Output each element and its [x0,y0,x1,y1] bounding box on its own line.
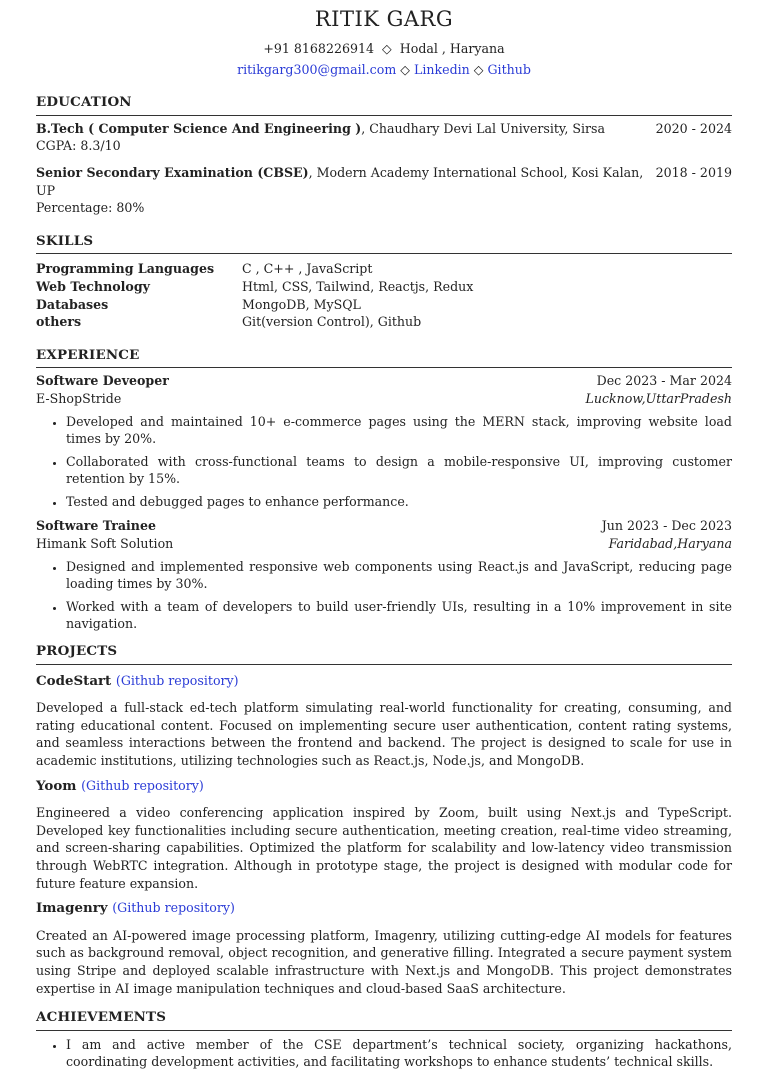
project-repo-link[interactable]: (Github repository) [115,672,239,688]
list-item: • Worked with a team of developers to build user-friendly UIs, resulting in a 10% improvement in site navigation. [66,598,732,633]
institution-name: , Chaudhary Devi Lal University, Sirsa [361,120,606,136]
experience-heading: EXPERIENCE [36,347,732,369]
skill-values: Html, CSS, Tailwind, Reactjs, Redux [242,278,474,294]
job-dates: Dec 2023 - Mar 2024 [596,373,732,389]
job-location: Lucknow,UttarPradesh [585,390,732,406]
project-description: Engineered a video conferencing application inspired by Zoom, built using Next.js and TypeScript. Developed key functionalities including secure authentication, meeting creation, real-time video streaming, and screen-sharing capabilities. Optimized the platform for scalability and low-latency video transmission through WebRTC integration. Although in prototype stage, the project is designed with modular code for future feature expansion. [36,805,732,891]
links-line [36,61,732,79]
project-repo-link[interactable]: (Github repository) [81,777,204,793]
project-entry [36,672,732,770]
job-entry [36,517,732,633]
education-item [36,120,732,155]
skill-values: MongoDB, MySQL [242,296,361,312]
list-item: • Developed and maintained 10+ e-commerce pages using the MERN stack, improving website load times by 20%. [66,413,732,448]
project-repo-link[interactable]: (Github repository) [112,900,235,916]
list-item: • Collaborated with cross-functional teams to design a mobile-responsive UI, improving customer retention by 15%. [66,453,732,488]
job-bullets [36,558,732,633]
skill-values: Git(version Control), Github [242,314,422,330]
education-detail: CGPA: 8.3/10 [36,138,121,154]
skill-category: Web Technology [36,278,150,294]
degree-name: B.Tech ( Computer Science And Engineering ) [36,120,362,136]
job-location: Faridabad,Haryana [608,536,732,552]
project-name: CodeStart [36,672,112,689]
job-dates: Jun 2023 - Dec 2023 [601,518,732,534]
skills-heading: SKILLS [36,233,732,255]
achievement-bullets [36,1036,732,1071]
phone-number: +91 8168226914 [263,41,375,56]
email-link[interactable]: ritikgarg300@gmail.com [237,61,397,77]
job-bullets [36,413,732,511]
list-item: • Designed and implemented responsive web components using React.js and JavaScript, reducing page loading times by 30%. [66,558,732,593]
institution-name: , Modern Academy International School, Kosi Kalan, UP [36,164,644,198]
list-item: • Tested and debugged pages to enhance performance. [66,493,732,511]
candidate-name: RITIK GARG [314,7,454,31]
education-item [36,164,732,217]
skill-values: C , C++ , JavaScript [242,261,373,277]
project-name: Imagenry [36,900,108,917]
list-item: • I am and active member of the CSE department’s technical society, organizing hackathons, coordinating development activities, and facilitating workshops to enhance students’ technical skills. [66,1036,732,1071]
skill-category: Databases [36,296,109,312]
education-detail: Percentage: 80% [36,200,145,216]
project-entry [36,899,732,997]
project-entry [36,777,732,893]
skill-category: Programming Languages [36,261,215,277]
job-entry [36,372,732,510]
project-name: Yoom [36,777,77,794]
job-role: Software Trainee [36,518,156,534]
location: Hodal , Haryana [399,41,505,56]
job-role: Software Deveoper [36,373,169,389]
education-heading: EDUCATION [36,94,732,116]
company-name: Himank Soft Solution [36,536,174,552]
company-name: E-ShopStride [36,390,122,406]
degree-name: Senior Secondary Examination (CBSE) [36,164,309,180]
achievements-heading: ACHIEVEMENTS [36,1009,732,1031]
separator-icon: ◇ [400,61,410,77]
skill-category: others [36,314,82,330]
education-dates: 2018 - 2019 [655,164,732,180]
linkedin-link[interactable]: Linkedin [413,61,470,77]
contact-line [36,40,732,58]
separator-icon: ◇ [382,41,392,56]
project-description: Developed a full-stack ed-tech platform simulating real-world functionality for creating, consuming, and rating educational content. Focused on implementing secure user authentication, content rating systems, and seamless interactions between the frontend and backend. The project is designed to scale for use in academic institutions, utilizing technologies such as React.js, Node.js, and MongoDB. [36,700,732,768]
education-dates: 2020 - 2024 [655,120,732,136]
github-link[interactable]: Github [487,61,531,77]
separator-icon: ◇ [473,61,484,77]
skills-table [36,260,732,330]
project-description: Created an AI-powered image processing platform, Imagenry, utilizing cutting-edge AI models for features such as background removal, object recognition, and generative filling. Integrated a secure payment system using Stripe and deployed scalable infrastructure with Next.js and MongoDB. This project demonstrates expertise in AI image manipulation techniques and cloud-based SaaS architecture. [36,927,732,996]
projects-heading: PROJECTS [36,643,732,665]
